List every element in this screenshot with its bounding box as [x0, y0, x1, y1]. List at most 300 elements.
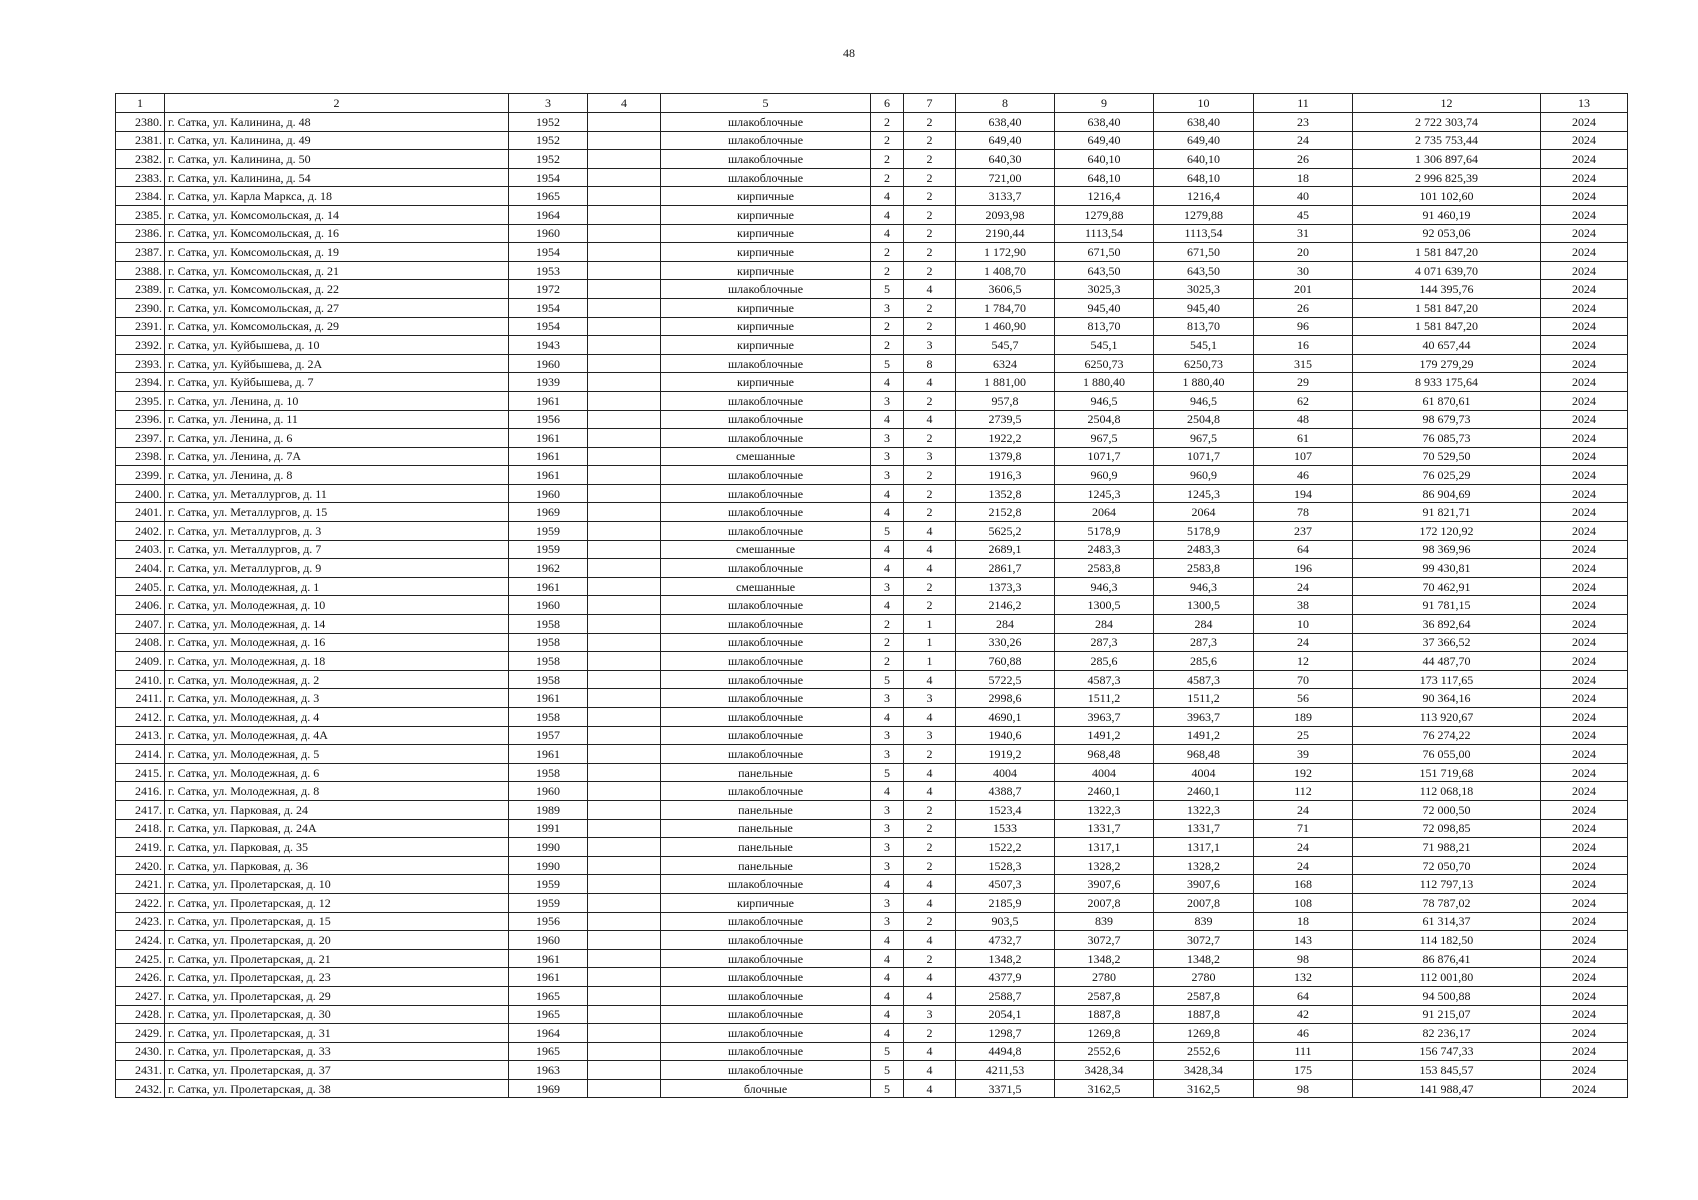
- col-year-planned: 2024: [1541, 875, 1628, 894]
- col-year-planned: 2024: [1541, 540, 1628, 559]
- col-year: 1989: [509, 800, 588, 819]
- col-address: г. Сатка, ул. Ленина, д. 7А: [165, 447, 509, 466]
- col-total-area: 1523,4: [956, 800, 1055, 819]
- col-residents: 189: [1254, 708, 1353, 727]
- col-total-area: 2689,1: [956, 540, 1055, 559]
- col-cost: 1 581 847,20: [1353, 317, 1541, 336]
- col-residents: 168: [1254, 875, 1353, 894]
- col-total-area: 6324: [956, 354, 1055, 373]
- col-year: 1962: [509, 559, 588, 578]
- col-area-10: 1300,5: [1154, 596, 1254, 615]
- col-entrances: 4: [904, 410, 956, 429]
- col-cost: 98 369,96: [1353, 540, 1541, 559]
- col-area-10: 2552,6: [1154, 1042, 1254, 1061]
- col-area-9: 638,40: [1055, 113, 1154, 132]
- col-residents: 112: [1254, 782, 1353, 801]
- col-area-10: 1322,3: [1154, 800, 1254, 819]
- col-area-10: 3907,6: [1154, 875, 1254, 894]
- col-wall-material: шлакоблочные: [661, 131, 871, 150]
- col-wall-material: шлакоблочные: [661, 986, 871, 1005]
- col-residents: 98: [1254, 1079, 1353, 1098]
- table-row: [116, 429, 1628, 448]
- table-row: [116, 838, 1628, 857]
- col-total-area: 640,30: [956, 150, 1055, 169]
- col-area-10: 4004: [1154, 763, 1254, 782]
- col-year-planned: 2024: [1541, 949, 1628, 968]
- table-body: [116, 113, 1628, 1098]
- table-row: [116, 800, 1628, 819]
- col-area-10: 648,10: [1154, 168, 1254, 187]
- col-floors: 3: [871, 819, 904, 838]
- col-year-planned: 2024: [1541, 670, 1628, 689]
- col-year: 1959: [509, 875, 588, 894]
- col-year: 1952: [509, 150, 588, 169]
- col-year-planned: 2024: [1541, 466, 1628, 485]
- col-number: 2386.: [116, 224, 165, 243]
- col-address: г. Сатка, ул. Молодежная, д. 10: [165, 596, 509, 615]
- col-area-10: 946,5: [1154, 391, 1254, 410]
- col-cost: 99 430,81: [1353, 559, 1541, 578]
- col-address: г. Сатка, ул. Пролетарская, д. 21: [165, 949, 509, 968]
- col-area-10: 1511,2: [1154, 689, 1254, 708]
- col-entrances: 4: [904, 986, 956, 1005]
- col-address: г. Сатка, ул. Комсомольская, д. 27: [165, 298, 509, 317]
- col-wall-material: шлакоблочные: [661, 782, 871, 801]
- col-entrances: 2: [904, 205, 956, 224]
- col-address: г. Сатка, ул. Парковая, д. 35: [165, 838, 509, 857]
- col-area-9: 648,10: [1055, 168, 1154, 187]
- col-entrances: 2: [904, 298, 956, 317]
- header-cell-2: 2: [165, 94, 509, 113]
- col-wall-material: шлакоблочные: [661, 113, 871, 132]
- col-area-9: 1300,5: [1055, 596, 1154, 615]
- col-total-area: 1916,3: [956, 466, 1055, 485]
- col-total-area: 4377,9: [956, 968, 1055, 987]
- col-address: г. Сатка, ул. Калинина, д. 48: [165, 113, 509, 132]
- col-area-10: 5178,9: [1154, 522, 1254, 541]
- col-residents: 42: [1254, 1005, 1353, 1024]
- col-4: [588, 856, 661, 875]
- col-total-area: 4211,53: [956, 1061, 1055, 1080]
- col-4: [588, 1079, 661, 1098]
- col-year-planned: 2024: [1541, 968, 1628, 987]
- table-row: [116, 949, 1628, 968]
- col-residents: 29: [1254, 373, 1353, 392]
- col-area-10: 2780: [1154, 968, 1254, 987]
- header-cell-1: 1: [116, 94, 165, 113]
- col-area-10: 284: [1154, 615, 1254, 634]
- col-wall-material: шлакоблочные: [661, 1005, 871, 1024]
- col-residents: 201: [1254, 280, 1353, 299]
- col-total-area: 3133,7: [956, 187, 1055, 206]
- col-4: [588, 615, 661, 634]
- col-entrances: 4: [904, 540, 956, 559]
- col-cost: 91 821,71: [1353, 503, 1541, 522]
- table-row: [116, 484, 1628, 503]
- col-4: [588, 726, 661, 745]
- col-address: г. Сатка, ул. Пролетарская, д. 15: [165, 912, 509, 931]
- col-entrances: 3: [904, 1005, 956, 1024]
- col-entrances: 2: [904, 838, 956, 857]
- col-cost: 70 462,91: [1353, 577, 1541, 596]
- col-number: 2387.: [116, 243, 165, 262]
- col-year-planned: 2024: [1541, 856, 1628, 875]
- table-row: [116, 559, 1628, 578]
- col-year: 1954: [509, 168, 588, 187]
- col-number: 2389.: [116, 280, 165, 299]
- col-total-area: 5625,2: [956, 522, 1055, 541]
- col-cost: 112 001,80: [1353, 968, 1541, 987]
- col-area-10: 285,6: [1154, 652, 1254, 671]
- col-residents: 315: [1254, 354, 1353, 373]
- col-entrances: 2: [904, 800, 956, 819]
- table-row: [116, 763, 1628, 782]
- col-area-9: 2780: [1055, 968, 1154, 987]
- col-residents: 38: [1254, 596, 1353, 615]
- col-floors: 2: [871, 150, 904, 169]
- col-residents: 26: [1254, 150, 1353, 169]
- col-total-area: 1373,3: [956, 577, 1055, 596]
- col-address: г. Сатка, ул. Куйбышева, д. 2А: [165, 354, 509, 373]
- col-cost: 98 679,73: [1353, 410, 1541, 429]
- header-cell-4: 4: [588, 94, 661, 113]
- col-4: [588, 540, 661, 559]
- col-entrances: 2: [904, 466, 956, 485]
- col-number: 2419.: [116, 838, 165, 857]
- col-area-10: 960,9: [1154, 466, 1254, 485]
- col-number: 2427.: [116, 986, 165, 1005]
- col-year: 1958: [509, 708, 588, 727]
- col-address: г. Сатка, ул. Ленина, д. 11: [165, 410, 509, 429]
- col-entrances: 4: [904, 1042, 956, 1061]
- col-year: 1961: [509, 577, 588, 596]
- col-wall-material: кирпичные: [661, 187, 871, 206]
- col-address: г. Сатка, ул. Парковая, д. 36: [165, 856, 509, 875]
- col-area-9: 1322,3: [1055, 800, 1154, 819]
- col-address: г. Сатка, ул. Молодежная, д. 16: [165, 633, 509, 652]
- col-year-planned: 2024: [1541, 280, 1628, 299]
- col-residents: 96: [1254, 317, 1353, 336]
- col-total-area: 2861,7: [956, 559, 1055, 578]
- table-row: [116, 986, 1628, 1005]
- col-number: 2402.: [116, 522, 165, 541]
- col-area-10: 813,70: [1154, 317, 1254, 336]
- col-area-9: 2483,3: [1055, 540, 1154, 559]
- col-area-9: 946,5: [1055, 391, 1154, 410]
- col-area-9: 3963,7: [1055, 708, 1154, 727]
- col-total-area: 760,88: [956, 652, 1055, 671]
- col-area-9: 946,3: [1055, 577, 1154, 596]
- col-entrances: 3: [904, 726, 956, 745]
- col-total-area: 1940,6: [956, 726, 1055, 745]
- col-wall-material: шлакоблочные: [661, 559, 871, 578]
- col-cost: 78 787,02: [1353, 893, 1541, 912]
- col-year: 1960: [509, 354, 588, 373]
- col-floors: 4: [871, 205, 904, 224]
- col-address: г. Сатка, ул. Металлургов, д. 9: [165, 559, 509, 578]
- col-floors: 5: [871, 280, 904, 299]
- col-floors: 3: [871, 745, 904, 764]
- header-cell-7: 7: [904, 94, 956, 113]
- col-floors: 3: [871, 856, 904, 875]
- col-area-9: 2504,8: [1055, 410, 1154, 429]
- col-year: 1959: [509, 540, 588, 559]
- col-year-planned: 2024: [1541, 577, 1628, 596]
- col-entrances: 4: [904, 875, 956, 894]
- col-area-9: 1887,8: [1055, 1005, 1154, 1024]
- col-4: [588, 708, 661, 727]
- col-wall-material: шлакоблочные: [661, 1042, 871, 1061]
- col-residents: 45: [1254, 205, 1353, 224]
- col-area-10: 671,50: [1154, 243, 1254, 262]
- col-total-area: 1533: [956, 819, 1055, 838]
- col-cost: 37 366,52: [1353, 633, 1541, 652]
- col-entrances: 2: [904, 596, 956, 615]
- col-year-planned: 2024: [1541, 800, 1628, 819]
- col-total-area: 3371,5: [956, 1079, 1055, 1098]
- col-total-area: 2739,5: [956, 410, 1055, 429]
- col-area-9: 1216,4: [1055, 187, 1154, 206]
- col-address: г. Сатка, ул. Калинина, д. 54: [165, 168, 509, 187]
- col-residents: 64: [1254, 986, 1353, 1005]
- col-cost: 1 306 897,64: [1353, 150, 1541, 169]
- col-area-9: 285,6: [1055, 652, 1154, 671]
- col-area-9: 2460,1: [1055, 782, 1154, 801]
- col-number: 2390.: [116, 298, 165, 317]
- table-row: [116, 633, 1628, 652]
- table-row: [116, 373, 1628, 392]
- col-year: 1965: [509, 187, 588, 206]
- col-floors: 3: [871, 298, 904, 317]
- col-entrances: 3: [904, 689, 956, 708]
- col-residents: 18: [1254, 168, 1353, 187]
- col-cost: 91 460,19: [1353, 205, 1541, 224]
- col-4: [588, 410, 661, 429]
- col-entrances: 2: [904, 131, 956, 150]
- col-cost: 153 845,57: [1353, 1061, 1541, 1080]
- header-cell-12: 12: [1353, 94, 1541, 113]
- col-year: 1965: [509, 1005, 588, 1024]
- col-area-10: 945,40: [1154, 298, 1254, 317]
- col-year-planned: 2024: [1541, 391, 1628, 410]
- col-area-10: 2587,8: [1154, 986, 1254, 1005]
- col-address: г. Сатка, ул. Пролетарская, д. 30: [165, 1005, 509, 1024]
- col-year: 1990: [509, 838, 588, 857]
- col-number: 2396.: [116, 410, 165, 429]
- col-floors: 2: [871, 652, 904, 671]
- col-address: г. Сатка, ул. Пролетарская, д. 31: [165, 1024, 509, 1043]
- col-year-planned: 2024: [1541, 1042, 1628, 1061]
- col-floors: 4: [871, 1005, 904, 1024]
- col-4: [588, 782, 661, 801]
- col-number: 2420.: [116, 856, 165, 875]
- col-cost: 36 892,64: [1353, 615, 1541, 634]
- col-year-planned: 2024: [1541, 336, 1628, 355]
- col-number: 2380.: [116, 113, 165, 132]
- col-residents: 24: [1254, 131, 1353, 150]
- col-wall-material: шлакоблочные: [661, 354, 871, 373]
- col-4: [588, 931, 661, 950]
- col-floors: 2: [871, 261, 904, 280]
- col-year: 1961: [509, 466, 588, 485]
- col-total-area: 2054,1: [956, 1005, 1055, 1024]
- col-total-area: 1 881,00: [956, 373, 1055, 392]
- col-year: 1963: [509, 1061, 588, 1080]
- col-number: 2383.: [116, 168, 165, 187]
- col-total-area: 4004: [956, 763, 1055, 782]
- col-cost: 112 797,13: [1353, 875, 1541, 894]
- col-floors: 4: [871, 540, 904, 559]
- col-4: [588, 670, 661, 689]
- col-residents: 24: [1254, 633, 1353, 652]
- col-wall-material: кирпичные: [661, 373, 871, 392]
- col-number: 2405.: [116, 577, 165, 596]
- col-year-planned: 2024: [1541, 447, 1628, 466]
- col-area-10: 1279,88: [1154, 205, 1254, 224]
- col-4: [588, 205, 661, 224]
- col-residents: 48: [1254, 410, 1353, 429]
- col-area-10: 1 880,40: [1154, 373, 1254, 392]
- col-residents: 46: [1254, 466, 1353, 485]
- col-4: [588, 577, 661, 596]
- col-4: [588, 652, 661, 671]
- col-number: 2416.: [116, 782, 165, 801]
- col-total-area: 649,40: [956, 131, 1055, 150]
- col-residents: 132: [1254, 968, 1353, 987]
- col-year-planned: 2024: [1541, 113, 1628, 132]
- col-area-10: 640,10: [1154, 150, 1254, 169]
- col-residents: 70: [1254, 670, 1353, 689]
- col-address: г. Сатка, ул. Пролетарская, д. 10: [165, 875, 509, 894]
- col-address: г. Сатка, ул. Молодежная, д. 14: [165, 615, 509, 634]
- col-entrances: 8: [904, 354, 956, 373]
- col-entrances: 2: [904, 503, 956, 522]
- header-row: [116, 94, 1628, 113]
- col-year-planned: 2024: [1541, 912, 1628, 931]
- col-entrances: 4: [904, 782, 956, 801]
- col-wall-material: шлакоблочные: [661, 410, 871, 429]
- col-wall-material: шлакоблочные: [661, 1061, 871, 1080]
- col-residents: 194: [1254, 484, 1353, 503]
- housing-register-table: [115, 93, 1628, 1098]
- col-wall-material: шлакоблочные: [661, 168, 871, 187]
- col-address: г. Сатка, ул. Пролетарская, д. 12: [165, 893, 509, 912]
- col-cost: 76 274,22: [1353, 726, 1541, 745]
- col-4: [588, 745, 661, 764]
- col-address: г. Сатка, ул. Металлургов, д. 7: [165, 540, 509, 559]
- col-floors: 4: [871, 484, 904, 503]
- col-number: 2394.: [116, 373, 165, 392]
- col-entrances: 4: [904, 670, 956, 689]
- col-4: [588, 763, 661, 782]
- col-entrances: 4: [904, 931, 956, 950]
- col-address: г. Сатка, ул. Куйбышева, д. 10: [165, 336, 509, 355]
- col-floors: 4: [871, 224, 904, 243]
- col-residents: 175: [1254, 1061, 1353, 1080]
- col-cost: 61 314,37: [1353, 912, 1541, 931]
- col-entrances: 2: [904, 187, 956, 206]
- col-area-9: 967,5: [1055, 429, 1154, 448]
- table-header: [116, 94, 1628, 113]
- table-row: [116, 317, 1628, 336]
- col-entrances: 1: [904, 615, 956, 634]
- col-floors: 4: [871, 949, 904, 968]
- col-year: 1952: [509, 113, 588, 132]
- col-wall-material: шлакоблочные: [661, 484, 871, 503]
- col-year-planned: 2024: [1541, 1061, 1628, 1080]
- col-area-10: 2504,8: [1154, 410, 1254, 429]
- col-number: 2426.: [116, 968, 165, 987]
- col-4: [588, 968, 661, 987]
- col-wall-material: кирпичные: [661, 224, 871, 243]
- col-year: 1990: [509, 856, 588, 875]
- col-number: 2395.: [116, 391, 165, 410]
- col-wall-material: панельные: [661, 856, 871, 875]
- col-entrances: 2: [904, 243, 956, 262]
- col-4: [588, 1061, 661, 1080]
- col-floors: 2: [871, 615, 904, 634]
- col-year: 1960: [509, 224, 588, 243]
- col-cost: 72 050,70: [1353, 856, 1541, 875]
- col-floors: 4: [871, 986, 904, 1005]
- header-cell-6: 6: [871, 94, 904, 113]
- table-row: [116, 187, 1628, 206]
- col-year-planned: 2024: [1541, 317, 1628, 336]
- col-year-planned: 2024: [1541, 187, 1628, 206]
- col-year-planned: 2024: [1541, 131, 1628, 150]
- col-total-area: 1919,2: [956, 745, 1055, 764]
- table-row: [116, 298, 1628, 317]
- col-cost: 2 996 825,39: [1353, 168, 1541, 187]
- table-row: [116, 410, 1628, 429]
- col-floors: 4: [871, 708, 904, 727]
- col-floors: 3: [871, 466, 904, 485]
- col-total-area: 2998,6: [956, 689, 1055, 708]
- col-4: [588, 819, 661, 838]
- col-residents: 26: [1254, 298, 1353, 317]
- col-year: 1960: [509, 931, 588, 950]
- col-total-area: 2190,44: [956, 224, 1055, 243]
- table-row: [116, 447, 1628, 466]
- col-entrances: 2: [904, 391, 956, 410]
- col-year: 1960: [509, 782, 588, 801]
- col-year-planned: 2024: [1541, 1024, 1628, 1043]
- col-4: [588, 986, 661, 1005]
- col-area-10: 1491,2: [1154, 726, 1254, 745]
- col-address: г. Сатка, ул. Куйбышева, д. 7: [165, 373, 509, 392]
- col-year: 1958: [509, 763, 588, 782]
- col-address: г. Сатка, ул. Пролетарская, д. 20: [165, 931, 509, 950]
- col-year: 1958: [509, 670, 588, 689]
- col-year-planned: 2024: [1541, 354, 1628, 373]
- col-wall-material: шлакоблочные: [661, 1024, 871, 1043]
- col-area-10: 1887,8: [1154, 1005, 1254, 1024]
- col-wall-material: шлакоблочные: [661, 912, 871, 931]
- col-number: 2412.: [116, 708, 165, 727]
- col-cost: 71 988,21: [1353, 838, 1541, 857]
- col-area-10: 3963,7: [1154, 708, 1254, 727]
- col-total-area: 721,00: [956, 168, 1055, 187]
- col-wall-material: шлакоблочные: [661, 745, 871, 764]
- col-cost: 1 581 847,20: [1353, 243, 1541, 262]
- col-cost: 94 500,88: [1353, 986, 1541, 1005]
- col-4: [588, 298, 661, 317]
- col-floors: 5: [871, 1061, 904, 1080]
- col-total-area: 1528,3: [956, 856, 1055, 875]
- table-row: [116, 150, 1628, 169]
- col-number: 2418.: [116, 819, 165, 838]
- col-area-9: 2552,6: [1055, 1042, 1154, 1061]
